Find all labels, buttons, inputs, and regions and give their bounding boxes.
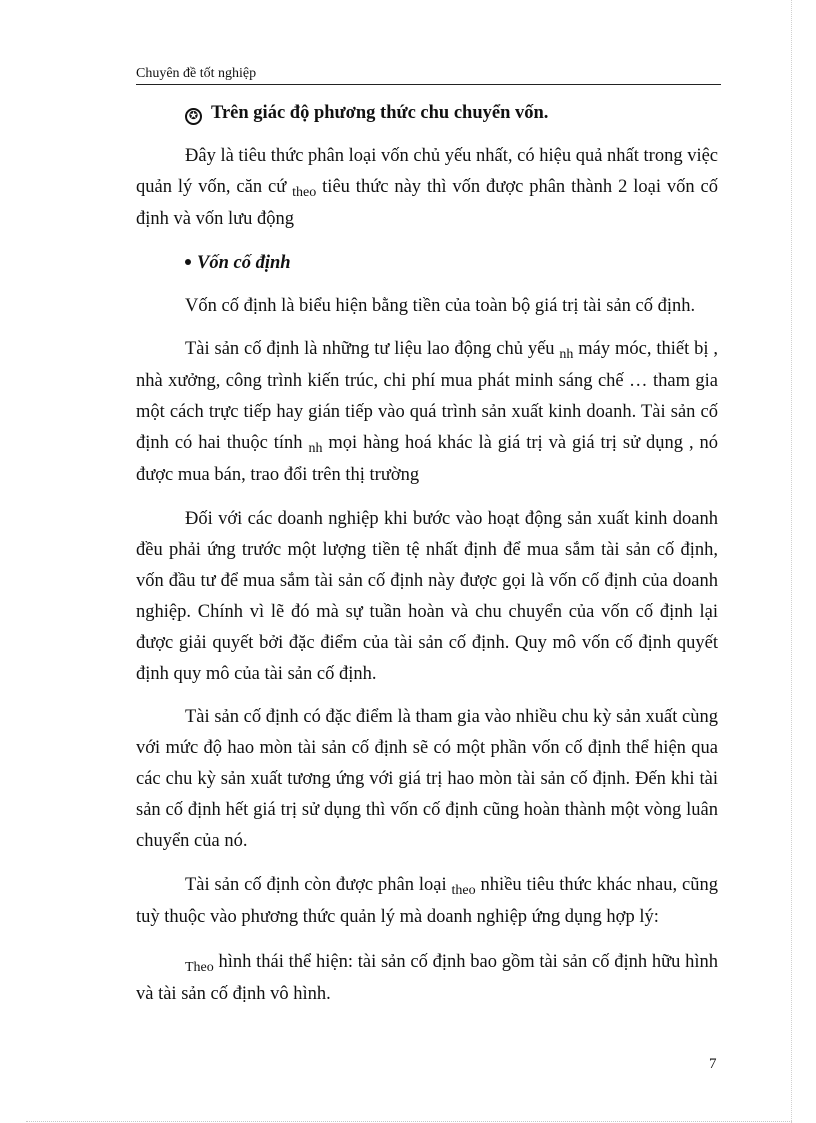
paragraph-3-text-a: Tài sản cố định là những tư liệu lao động chủ yếu [185,339,560,359]
document-body [136,98,718,1022]
bullet-dot-icon [185,259,191,265]
page-bottom-dotted-line [26,1121,792,1122]
section-heading [185,98,718,129]
paragraph-4: Đối với các doanh nghiệp khi bước vào hoạt động sản xuất kinh doanh đều phải ứng trước một lượng tiền tệ nhất định để mua sắm tài sản cố định, vốn đầu tư để mua sắm tài sản cố định này được gọi là vốn cố định của doanh nghiệp. Chính vì lẽ đó mà sự tuần hoàn và chu chuyển của vốn cố định lại được giải quyết bởi đặc điểm của tài sản cố định. Quy mô vốn cố định quyết định quy mô của tài sản cố định. [136,508,718,684]
bullet-heading [185,248,718,279]
paragraph-3-text-e: mọi hàng hoá khác là giá trị và giá trị sử dụng , nó được mua bán, trao đổi trên thị trường [136,433,718,485]
bullet-heading-text: Vốn cố định [197,252,291,273]
paragraph-6 [136,870,718,933]
page-number: 7 [709,1056,717,1072]
paragraph-1-text-c: tiêu thức này thì vốn được phân thành 2 loại vốn cố định và vốn lưu động [136,177,718,229]
paragraph-3 [136,334,718,491]
paragraph-1 [136,141,718,235]
paragraph-2: Vốn cố định là biểu hiện bằng tiền của toàn bộ giá trị tài sản cố định. [185,295,696,316]
paragraph-3-word-nh-2: nh [308,441,323,456]
page-edge-dotted-line [791,0,792,1123]
paragraph-3-word-nh-1: nh [559,347,574,362]
paragraph-5: Tài sản cố định có đặc điểm là tham gia vào nhiều chu kỳ sản xuất cùng với mức độ hao mòn tài sản cố định sẽ có một phần vốn cố định thể hiện qua các chu kỳ sản xuất tương ứng với giá trị hao mòn tài sản cố định. Đến khi tài sản cố định hết giá trị sử dụng thì vốn cố định cũng hoàn thành một vòng luân chuyển của nó. [136,707,718,851]
paragraph-6-word-theo: theo [451,882,476,898]
paragraph-6-text-a: Tài sản cố định còn được phân loại [185,874,452,895]
paragraph-7-word-theo: Theo [185,959,214,975]
paragraph-1-text-a: Đây là tiêu thức phân loại vốn chủ yếu nhất, có hiệu quả nhất trong việc quản lý vốn, căn cứ [136,146,719,197]
running-header: Chuyên đề tốt nghiệp [136,65,721,85]
paragraph-3-text-c: máy móc, thiết bị , nhà xưởng, công trình kiến trúc, chi phí mua phát minh sáng chế … tham gia một cách trực tiếp hay gián tiếp vào quá trình sản xuất kinh doanh. Tài sản cố định có hai thuộc tính [136,339,718,453]
paragraph-1-word-theo: theo [292,185,317,200]
section-heading-text: Trên giác độ phương thức chu chuyển vốn. [211,103,549,123]
paragraph-7 [136,947,718,1010]
paragraph-6-text-c: nhiều tiêu thức khác nhau, cũng tuỳ thuộc vào phương thức quản lý mà doanh nghiệp ứng dụng hợp lý: [136,874,718,927]
paragraph-7-text-b: hình thái thể hiện: tài sản cố định bao gồm tài sản cố định hữu hình và tài sản cố định vô hình. [136,951,718,1004]
star-circle-icon: ✪ [185,108,202,125]
